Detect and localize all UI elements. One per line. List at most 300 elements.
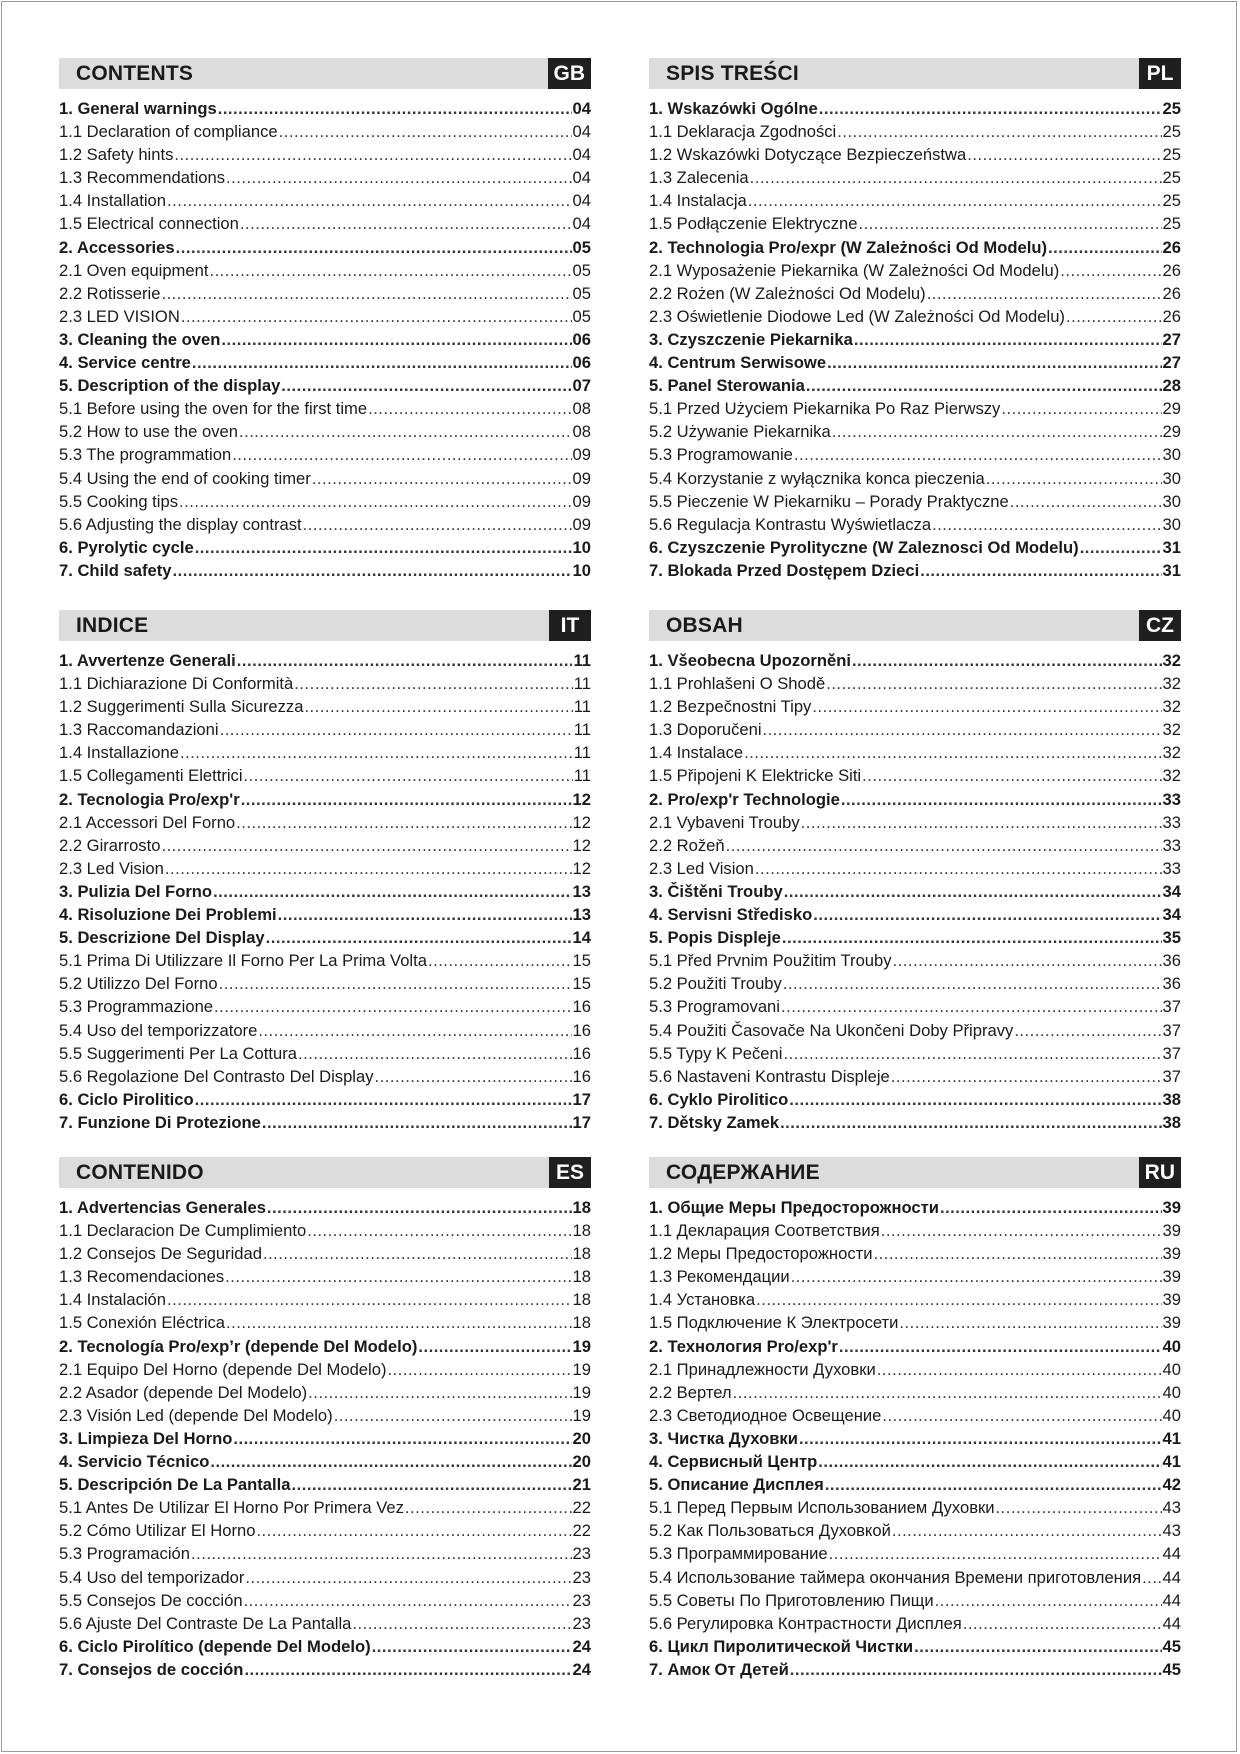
dot-leader	[899, 1313, 1161, 1333]
dot-leader	[763, 720, 1162, 740]
toc-entry-page-number: 11	[573, 697, 591, 717]
toc-entry-label: 5. Описание Дисплея	[649, 1475, 824, 1495]
toc-entry-label: 2. Технология Pro/exp'r	[649, 1336, 838, 1356]
toc-entry-page-number: 15	[572, 951, 591, 971]
toc-entry-label: 2. Tecnologia Pro/exp'r	[59, 789, 240, 809]
toc-entry-page-number: 38	[1162, 1112, 1181, 1132]
toc-entry-page-number: 19	[572, 1336, 591, 1356]
toc-entry-page-number: 06	[572, 353, 591, 373]
toc-entry	[649, 238, 1181, 261]
dot-leader	[927, 284, 1162, 304]
toc-entry-label: 3. Чистка Духовки	[649, 1428, 798, 1448]
toc-entry-page-number: 11	[573, 674, 591, 694]
toc-entry	[59, 997, 591, 1020]
dot-leader	[852, 651, 1162, 671]
language-badge: ES	[549, 1157, 591, 1188]
toc-entry-label: 1. Wskazówki Ogólne	[649, 99, 818, 118]
toc-entry-label: 5.4 Uso del temporizador	[59, 1567, 245, 1587]
dot-leader	[794, 445, 1162, 465]
dot-leader	[891, 1067, 1162, 1087]
toc-entry	[59, 330, 591, 353]
toc-entry	[59, 1090, 591, 1113]
toc-entry	[59, 492, 591, 515]
toc-entry	[59, 1591, 591, 1614]
toc-entry-label: 1.1 Declaracion De Cumplimiento	[59, 1221, 307, 1241]
toc-entry-page-number: 33	[1162, 812, 1181, 832]
dot-leader	[914, 1637, 1161, 1657]
dot-leader	[832, 422, 1162, 442]
toc-entry	[649, 836, 1181, 859]
dot-leader	[161, 836, 571, 856]
toc-title: СОДЕРЖАНИЕ	[666, 1160, 820, 1184]
dot-leader	[920, 561, 1161, 581]
toc-entry-page-number: 09	[572, 468, 591, 488]
dot-leader	[940, 1198, 1162, 1218]
toc-entry-label: 6. Ciclo Pirolítico (depende Del Modelo)	[59, 1636, 371, 1656]
dot-leader	[303, 515, 572, 535]
toc-entry-page-number: 16	[572, 1043, 591, 1063]
dot-leader	[790, 1660, 1162, 1680]
toc-entry	[649, 859, 1181, 882]
toc-entry-page-number: 32	[1162, 720, 1181, 740]
toc-entry	[649, 422, 1181, 445]
toc-entry-label: 1.4 Installazione	[59, 743, 179, 763]
toc-entry-page-number: 32	[1162, 697, 1181, 717]
toc-entry	[649, 214, 1181, 237]
toc-entry-label: 5.4 Použiti Časovače Na Ukončeni Doby Připravy	[649, 1020, 1014, 1040]
toc-entry-page-number: 39	[1162, 1267, 1181, 1287]
toc-entry-label: 5.6 Regulacja Kontrastu Wyświetlacza	[649, 514, 932, 534]
toc-entry-page-number: 04	[572, 122, 591, 142]
dot-leader	[241, 790, 572, 810]
toc-entry-page-number: 19	[572, 1382, 591, 1402]
toc-entry-page-number: 26	[1162, 260, 1181, 280]
toc-entry	[649, 1044, 1181, 1067]
toc-entry-page-number: 37	[1162, 1043, 1181, 1063]
dot-leader	[294, 674, 573, 694]
toc-entry-page-number: 11	[573, 720, 591, 740]
toc-entry-label: 1. General warnings	[59, 99, 217, 118]
dot-leader	[862, 766, 1161, 786]
dot-leader	[267, 1198, 572, 1218]
toc-entry-page-number: 25	[1162, 99, 1181, 118]
toc-entry	[649, 1475, 1181, 1498]
toc-entry-label: 5.4 Использование таймера окончания Времени приготовления	[649, 1567, 1142, 1587]
toc-entry	[649, 261, 1181, 284]
dot-leader	[791, 1267, 1162, 1287]
toc-entry-label: 1.5 Podłączenie Elektryczne	[649, 214, 858, 234]
toc-entry-page-number: 43	[1162, 1498, 1181, 1518]
toc-entry-label: 5.5 Cooking tips	[59, 491, 178, 511]
toc-entry-label: 5.2 Utilizzo Del Forno	[59, 974, 218, 994]
dot-leader	[1001, 399, 1161, 419]
toc-entry-page-number: 42	[1162, 1475, 1181, 1495]
toc-entry-page-number: 19	[572, 1405, 591, 1425]
dot-leader	[858, 214, 1161, 234]
toc-entry-page-number: 39	[1162, 1221, 1181, 1241]
dot-leader	[826, 674, 1161, 694]
dot-leader	[263, 1244, 572, 1264]
toc-entry-label: 1. Advertencias Generales	[59, 1198, 266, 1217]
toc-title: INDICE	[76, 613, 149, 637]
toc-entry-label: 2.2 Girarrosto	[59, 835, 161, 855]
toc-header	[649, 1157, 1181, 1188]
dot-leader	[304, 697, 572, 717]
dot-leader	[368, 399, 571, 419]
toc-entry-label: 2.1 Accessori Del Forno	[59, 812, 236, 832]
dot-leader	[1010, 492, 1162, 512]
toc-entry-label: 2.1 Принадлежности Духовки	[649, 1359, 876, 1379]
dot-leader	[352, 1614, 571, 1634]
toc-entry	[649, 790, 1181, 813]
dot-leader	[226, 168, 572, 188]
toc-entry-label: 1.1 Prohlašeni O Shodě	[649, 674, 826, 694]
toc-entry-label: 5.1 Before using the oven for the first time	[59, 399, 368, 419]
toc-entry-page-number: 11	[573, 743, 591, 763]
toc-entry-label: 7. Blokada Przed Dostępem Dzieci	[649, 560, 920, 580]
toc-entry-page-number: 18	[572, 1290, 591, 1310]
dot-leader	[192, 353, 572, 373]
toc-entry	[59, 1067, 591, 1090]
dot-leader	[873, 1244, 1161, 1264]
dot-leader	[236, 813, 571, 833]
toc-entries	[649, 1198, 1181, 1683]
toc-entry-label: 2.1 Vybaveni Trouby	[649, 812, 800, 832]
toc-entry-label: 1.2 Safety hints	[59, 145, 174, 165]
dot-leader	[789, 1090, 1161, 1110]
toc-entry-label: 1. Všeobecna Upozorněni	[649, 651, 851, 670]
toc-entry	[59, 1568, 591, 1591]
toc-entry-page-number: 05	[572, 237, 591, 257]
dot-leader	[209, 261, 571, 281]
toc-entry	[59, 1113, 591, 1136]
dot-leader	[221, 330, 571, 350]
toc-entry-label: 1.3 Doporučeni	[649, 720, 762, 740]
toc-entry	[59, 1498, 591, 1521]
toc-entry-label: 4. Servicio Técnico	[59, 1452, 210, 1472]
toc-entry-page-number: 44	[1162, 1567, 1181, 1587]
toc-entry-label: 3. Czyszczenie Piekarnika	[649, 329, 853, 349]
toc-entry-label: 1.3 Рекомендации	[649, 1267, 790, 1287]
toc-entry	[59, 515, 591, 538]
toc-entry-page-number: 44	[1162, 1613, 1181, 1633]
dot-leader	[210, 1452, 571, 1472]
toc-entry-label: 5.6 Regolazione Del Contrasto Del Display	[59, 1066, 374, 1086]
dot-leader	[893, 951, 1162, 971]
dot-leader	[806, 376, 1162, 396]
dot-leader	[312, 469, 572, 489]
toc-entry	[649, 766, 1181, 789]
dot-leader	[262, 1113, 572, 1133]
toc-entry	[649, 1544, 1181, 1567]
dot-leader	[782, 928, 1162, 948]
toc-entry-label: 2.2 Asador (depende Del Modelo)	[59, 1382, 308, 1402]
toc-entry	[59, 836, 591, 859]
toc-entry	[59, 307, 591, 330]
toc-entry-label: 5.1 Przed Użyciem Piekarnika Po Raz Pierwszy	[649, 399, 1001, 419]
dot-leader	[1142, 1568, 1161, 1588]
toc-entry	[649, 99, 1181, 122]
toc-entry	[59, 882, 591, 905]
toc-entry	[59, 697, 591, 720]
dot-leader	[213, 882, 571, 902]
toc-entry-label: 4. Centrum Serwisowe	[649, 353, 827, 373]
toc-entry-page-number: 33	[1162, 835, 1181, 855]
toc-entry	[649, 1637, 1181, 1660]
dot-leader	[291, 1475, 571, 1495]
toc-entry-page-number: 29	[1162, 422, 1181, 442]
dot-leader	[266, 928, 572, 948]
toc-entry-label: 5.3 Programovani	[649, 997, 780, 1017]
dot-leader	[750, 168, 1162, 188]
toc-entry	[649, 307, 1181, 330]
toc-entry-label: 1.3 Recommendations	[59, 168, 226, 188]
dot-leader	[281, 376, 571, 396]
toc-entry-label: 1.3 Zalecenia	[649, 168, 749, 188]
toc-entry-page-number: 29	[1162, 399, 1181, 419]
toc-entry	[649, 928, 1181, 951]
dot-leader	[726, 836, 1162, 856]
toc-entry	[59, 1637, 591, 1660]
toc-entry	[649, 1660, 1181, 1683]
toc-entry-page-number: 17	[572, 1112, 591, 1132]
dot-leader	[882, 1406, 1161, 1426]
toc-entry-page-number: 30	[1162, 445, 1181, 465]
dot-leader	[428, 951, 572, 971]
toc-entry-page-number: 09	[572, 445, 591, 465]
dot-leader	[195, 1090, 572, 1110]
toc-entry	[59, 951, 591, 974]
toc-entry-label: 5.4 Korzystanie z wyłącznika konca pieczenia	[649, 468, 985, 488]
toc-entry	[59, 1221, 591, 1244]
dot-leader	[829, 1544, 1162, 1564]
toc-entry	[649, 1290, 1181, 1313]
dot-leader	[334, 1406, 572, 1426]
toc-entry	[59, 99, 591, 122]
toc-entry	[649, 1452, 1181, 1475]
dot-leader	[165, 859, 572, 879]
dot-leader	[167, 191, 572, 211]
toc-entry	[649, 515, 1181, 538]
dot-leader	[780, 1113, 1161, 1133]
toc-entry-label: 5.3 Programación	[59, 1544, 190, 1564]
dot-leader	[783, 1044, 1161, 1064]
language-badge: CZ	[1139, 610, 1181, 641]
toc-entry-page-number: 17	[572, 1089, 591, 1109]
toc-entry	[59, 168, 591, 191]
toc-entry	[649, 1221, 1181, 1244]
toc-entry-page-number: 15	[572, 974, 591, 994]
toc-entry-page-number: 41	[1162, 1428, 1181, 1448]
toc-entry-page-number: 32	[1162, 743, 1181, 763]
toc-header	[649, 58, 1181, 89]
toc-entry-label: 2.2 Rożen (W Zależności Od Modelu)	[649, 283, 926, 303]
toc-entry	[59, 1198, 591, 1221]
toc-entry-label: 1.1 Deklaracja Zgodności	[649, 122, 837, 142]
toc-entry-page-number: 25	[1162, 122, 1181, 142]
toc-entry-page-number: 40	[1162, 1382, 1181, 1402]
toc-entry	[649, 720, 1181, 743]
toc-entry-label: 5.6 Ajuste Del Contraste De La Pantalla	[59, 1613, 352, 1633]
toc-entry	[59, 1044, 591, 1067]
dot-leader	[755, 859, 1162, 879]
dot-leader	[298, 1044, 572, 1064]
toc-entry	[649, 376, 1181, 399]
dot-leader	[173, 561, 572, 581]
toc-entry-page-number: 23	[572, 1590, 591, 1610]
toc-entry-page-number: 13	[572, 881, 591, 901]
toc-entry	[59, 1383, 591, 1406]
toc-entry	[649, 1360, 1181, 1383]
language-badge: IT	[549, 610, 591, 641]
toc-entry-label: 6. Pyrolytic cycle	[59, 537, 194, 557]
toc-entry	[59, 261, 591, 284]
dot-leader	[1060, 261, 1161, 281]
toc-entry-page-number: 32	[1162, 766, 1181, 786]
toc-entry	[649, 1244, 1181, 1267]
dot-leader	[307, 1221, 571, 1241]
toc-entry	[59, 1290, 591, 1313]
toc-entry	[649, 1614, 1181, 1637]
toc-entry-page-number: 13	[572, 905, 591, 925]
toc-entry-page-number: 18	[572, 1221, 591, 1241]
toc-entry-page-number: 33	[1162, 789, 1181, 809]
dot-leader	[179, 492, 572, 512]
dot-leader	[225, 1267, 571, 1287]
toc-entry-label: 1.2 Меры Предосторожности	[649, 1244, 873, 1264]
toc-header	[649, 610, 1181, 641]
toc-entry	[59, 399, 591, 422]
toc-entry-label: 7. Амок От Детей	[649, 1659, 789, 1679]
dot-leader	[226, 1313, 572, 1333]
toc-entry-label: 1.3 Recomendaciones	[59, 1267, 225, 1287]
toc-entry	[59, 859, 591, 882]
toc-entry-label: 5. Panel Sterowania	[649, 376, 805, 396]
dot-leader	[418, 1337, 571, 1357]
toc-entry	[649, 1568, 1181, 1591]
toc-entry-label: 5.6 Adjusting the display contrast	[59, 514, 302, 534]
toc-entry	[649, 191, 1181, 214]
toc-entry-page-number: 16	[572, 1020, 591, 1040]
toc-entry-page-number: 37	[1162, 1066, 1181, 1086]
dot-leader	[854, 330, 1162, 350]
toc-entry-page-number: 25	[1162, 168, 1181, 188]
toc-entry	[649, 1591, 1181, 1614]
toc-header	[59, 58, 591, 89]
toc-entry-page-number: 30	[1162, 491, 1181, 511]
toc-entry-label: 5.3 The programmation	[59, 445, 232, 465]
toc-entry	[59, 1267, 591, 1290]
toc-entry-label: 2. Accessories	[59, 237, 175, 257]
toc-entry-label: 5.2 How to use the oven	[59, 422, 238, 442]
toc-entry-label: 2.3 Oświetlenie Diodowe Led (W Zależności Od Modelu)	[649, 306, 1065, 326]
toc-entry-page-number: 20	[572, 1452, 591, 1472]
toc-entry-page-number: 26	[1162, 283, 1181, 303]
toc-entry-page-number: 40	[1162, 1405, 1181, 1425]
toc-entry-page-number: 39	[1162, 1198, 1181, 1217]
toc-entry	[649, 399, 1181, 422]
toc-title: CONTENTS	[76, 61, 194, 85]
toc-entry	[59, 1521, 591, 1544]
toc-entry	[649, 743, 1181, 766]
toc-entry-page-number: 24	[572, 1636, 591, 1656]
toc-entry-label: 7. Child safety	[59, 560, 172, 580]
toc-entry	[649, 882, 1181, 905]
toc-entry-page-number: 12	[572, 812, 591, 832]
toc-entry-page-number: 26	[1162, 306, 1181, 326]
dot-leader	[748, 191, 1162, 211]
language-badge: RU	[1139, 1157, 1181, 1188]
dot-leader	[963, 1614, 1162, 1634]
dot-leader	[240, 214, 572, 234]
dot-leader	[161, 284, 571, 304]
toc-entry	[59, 376, 591, 399]
toc-entry	[59, 1452, 591, 1475]
dot-leader	[219, 974, 572, 994]
toc-entry-page-number: 39	[1162, 1290, 1181, 1310]
dot-leader	[812, 697, 1161, 717]
toc-entry-label: 2.3 Led Vision	[649, 858, 754, 878]
toc-entry	[649, 1337, 1181, 1360]
toc-entry	[649, 1406, 1181, 1429]
toc-entry-label: 2.3 Led Vision	[59, 858, 164, 878]
toc-entry-page-number: 26	[1162, 237, 1181, 257]
toc-entry-page-number: 09	[572, 514, 591, 534]
toc-entry	[59, 122, 591, 145]
toc-entry-label: 5.5 Consejos De cocción	[59, 1590, 243, 1610]
dot-leader	[733, 1383, 1162, 1403]
toc-entry-page-number: 25	[1162, 145, 1181, 165]
toc-entry-page-number: 04	[572, 99, 591, 118]
toc-entry	[649, 1021, 1181, 1044]
toc-entry-page-number: 16	[572, 997, 591, 1017]
toc-entry-label: 1.5 Подключение К Электросети	[649, 1313, 899, 1333]
toc-entry	[649, 1313, 1181, 1336]
toc-entry-page-number: 12	[572, 835, 591, 855]
toc-entry-page-number: 05	[572, 260, 591, 280]
toc-entry	[649, 1090, 1181, 1113]
toc-entry-page-number: 32	[1162, 651, 1181, 670]
dot-leader	[825, 1475, 1162, 1495]
toc-title: OBSAH	[666, 613, 743, 637]
toc-entry-page-number: 08	[572, 399, 591, 419]
dot-leader	[932, 515, 1161, 535]
toc-entry-page-number: 45	[1162, 1659, 1181, 1679]
dot-leader	[839, 1337, 1162, 1357]
toc-entry	[649, 353, 1181, 376]
toc-title: CONTENIDO	[76, 1160, 204, 1184]
toc-entry	[649, 168, 1181, 191]
toc-entry	[649, 997, 1181, 1020]
dot-leader	[244, 1660, 571, 1680]
toc-entry	[649, 651, 1181, 674]
toc-entry-label: 5.1 Перед Первым Использованием Духовки	[649, 1498, 995, 1518]
toc-entry-label: 2.3 LED VISION	[59, 306, 180, 326]
toc-entry-label: 1.5 Conexión Eléctrica	[59, 1313, 226, 1333]
toc-entry-label: 1.5 Collegamenti Elettrici	[59, 766, 243, 786]
toc-entry	[59, 284, 591, 307]
toc-entry-label: 1. Общие Меры Предосторожности	[649, 1198, 939, 1217]
toc-entries	[649, 99, 1181, 584]
toc-header	[59, 610, 591, 641]
toc-entry	[59, 674, 591, 697]
toc-entry-label: 4. Servisni Středisko	[649, 905, 813, 925]
toc-entry-page-number: 38	[1162, 1089, 1181, 1109]
dot-leader	[819, 99, 1162, 119]
toc-entry	[649, 1067, 1181, 1090]
toc-entry-label: 6. Cyklo Pirolitico	[649, 1089, 789, 1109]
toc-entry	[59, 445, 591, 468]
